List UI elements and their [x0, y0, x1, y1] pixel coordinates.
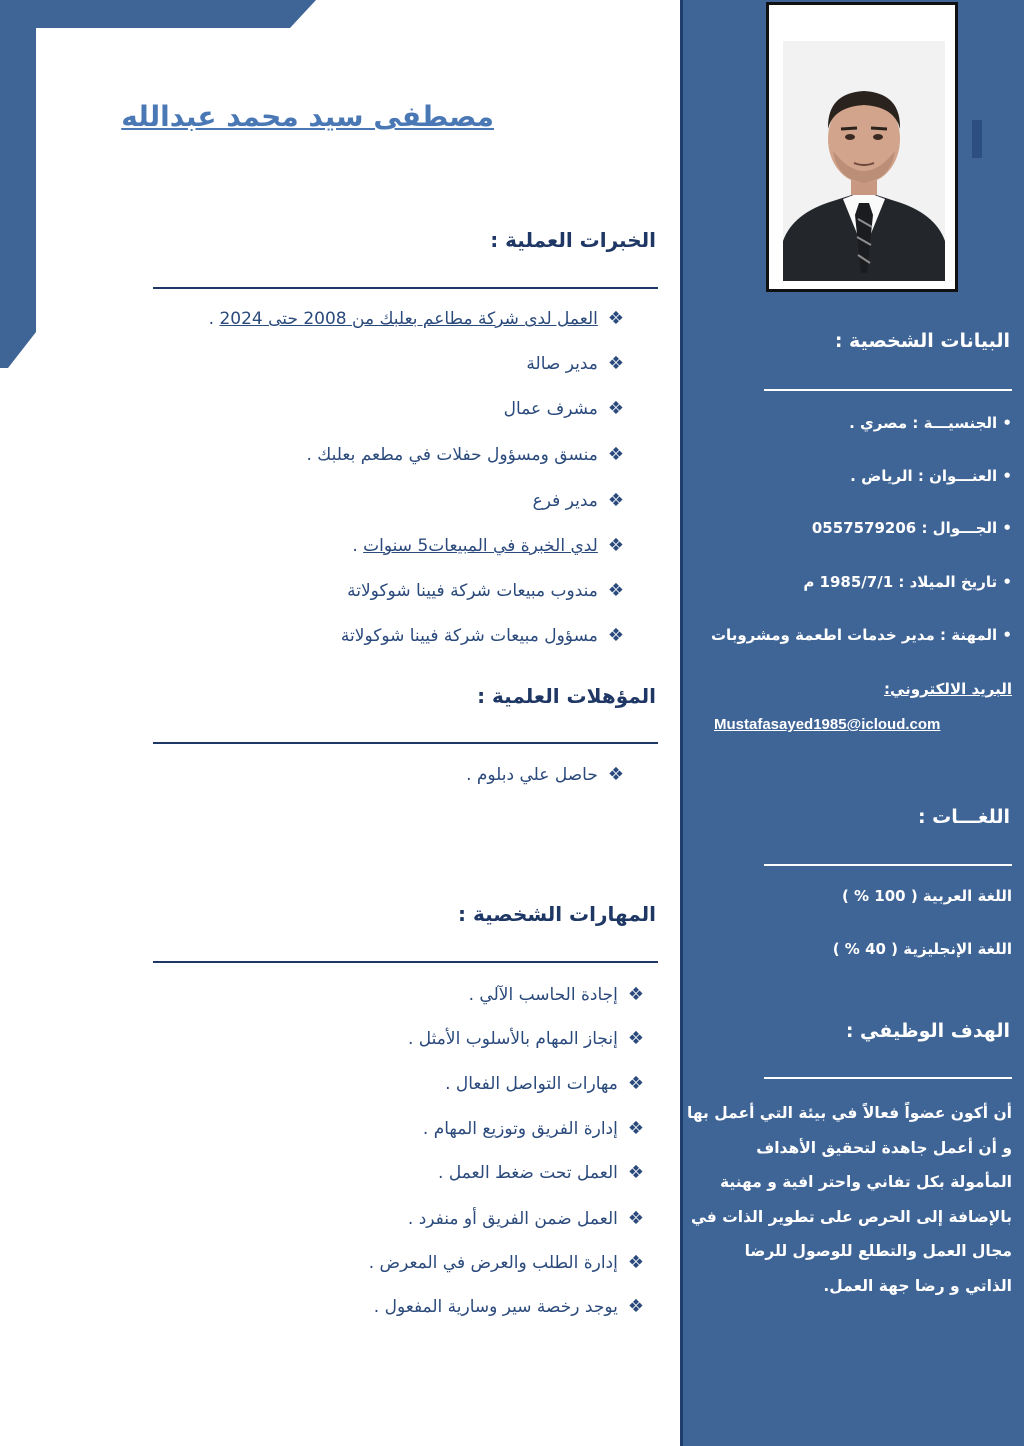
birth-date: • تاريخ الميلاد : 1985/7/1 م	[803, 573, 1012, 591]
list-item: ❖مسؤول مبيعات شركة فيينا شوكولاتة	[340, 625, 624, 646]
phone: • الجـــوال : 0557579206	[811, 519, 1012, 537]
diamond-bullet-icon: ❖	[627, 1296, 644, 1317]
diamond-bullet-icon: ❖	[607, 444, 624, 465]
list-item: ❖إدارة الفريق وتوزيع المهام .	[422, 1118, 644, 1139]
diamond-bullet-icon: ❖	[627, 1118, 644, 1139]
list-item: ❖حاصل علي دبلوم .	[466, 764, 624, 785]
address: • العنـــوان : الرياض .	[850, 467, 1012, 485]
diamond-bullet-icon: ❖	[607, 308, 624, 329]
skills-title: المهارات الشخصية :	[457, 902, 656, 926]
qualifications-title: المؤهلات العلمية :	[477, 684, 656, 708]
list-item: ❖لدي الخبرة في المبيعات5 سنوات .	[352, 535, 624, 556]
diamond-bullet-icon: ❖	[607, 580, 624, 601]
diamond-bullet-icon: ❖	[627, 1028, 644, 1049]
list-item: ❖العمل لدى شركة مطاعم بعلبك من 2008 حتى 2024 .	[208, 308, 624, 329]
diamond-bullet-icon: ❖	[607, 764, 624, 785]
skills-list	[124, 984, 644, 1324]
personal-info-title: البيانات الشخصية :	[834, 330, 1010, 352]
language-arabic: اللغة العربية ( 100 % )	[841, 887, 1012, 905]
list-item: ❖يوجد رخصة سير وسارية المفعول .	[373, 1296, 644, 1317]
list-item: ❖منسق ومسؤول حفلات في مطعم بعلبك .	[306, 444, 624, 465]
language-english: اللغة الإنجليزية ( 40 % )	[832, 940, 1012, 958]
experience-list	[124, 308, 624, 648]
diamond-bullet-icon: ❖	[607, 490, 624, 511]
diamond-bullet-icon: ❖	[627, 984, 644, 1005]
list-item: ❖إدارة الطلب والعرض في المعرض .	[368, 1252, 644, 1273]
objective-title: الهدف الوظيفي :	[845, 1020, 1010, 1042]
qualifications-list	[124, 764, 624, 794]
list-item: ❖العمل ضمن الفريق أو منفرد .	[407, 1208, 644, 1229]
list-item: ❖مدير صالة	[526, 353, 624, 374]
nationality: • الجنسيـــة : مصري .	[849, 414, 1012, 432]
languages-title: اللغـــات :	[917, 806, 1010, 828]
diamond-bullet-icon: ❖	[607, 398, 624, 419]
list-item: ❖مدير فرع	[532, 490, 624, 511]
diamond-bullet-icon: ❖	[627, 1073, 644, 1094]
list-item: ❖إجادة الحاسب الآلي .	[468, 984, 644, 1005]
languages-divider	[764, 864, 1012, 866]
list-item: ❖مشرف عمال	[503, 398, 624, 419]
list-item: ❖إنجاز المهام بالأسلوب الأمثل .	[407, 1028, 644, 1049]
diamond-bullet-icon: ❖	[607, 625, 624, 646]
skills-divider	[153, 961, 658, 963]
profile-photo	[766, 2, 958, 292]
email-link[interactable]: Mustafasayed1985@icloud.com	[714, 716, 941, 733]
email-label: البريد الالكتروني:	[884, 680, 1012, 698]
diamond-bullet-icon: ❖	[607, 353, 624, 374]
list-item: ❖العمل تحت ضغط العمل .	[438, 1162, 644, 1183]
diamond-bullet-icon: ❖	[607, 535, 624, 556]
profession: • المهنة : مدير خدمات اطعمة ومشروبات	[710, 626, 1012, 644]
objective-text: أن أكون عضواً فعالاً في بيئة التي أعمل بها و أن أعمل جاهدة لتحقيق الأهداف المأمولة بكل تفاني واحتر افية و مهنية بالإضافة إلى الحرص على تطوير الذات في مجال العمل والتطلع للوصول للرضا الذاتي و رضا جهة العمل.	[687, 1104, 1012, 1295]
diamond-bullet-icon: ❖	[627, 1162, 644, 1183]
list-item: ❖مندوب مبيعات شركة فيينا شوكولاتة	[347, 580, 624, 601]
personal-info-divider	[764, 389, 1012, 391]
experience-divider	[153, 287, 658, 289]
list-item: ❖مهارات التواصل الفعال .	[445, 1073, 644, 1094]
person-silhouette-icon	[783, 41, 945, 281]
sidebar-marker	[972, 120, 982, 158]
objective-divider	[764, 1077, 1012, 1079]
diamond-bullet-icon: ❖	[627, 1252, 644, 1273]
experience-title: الخبرات العملية :	[490, 228, 656, 252]
diamond-bullet-icon: ❖	[627, 1208, 644, 1229]
qualifications-divider	[153, 742, 658, 744]
candidate-name: مصطفى سيد محمد عبدالله	[121, 100, 494, 133]
